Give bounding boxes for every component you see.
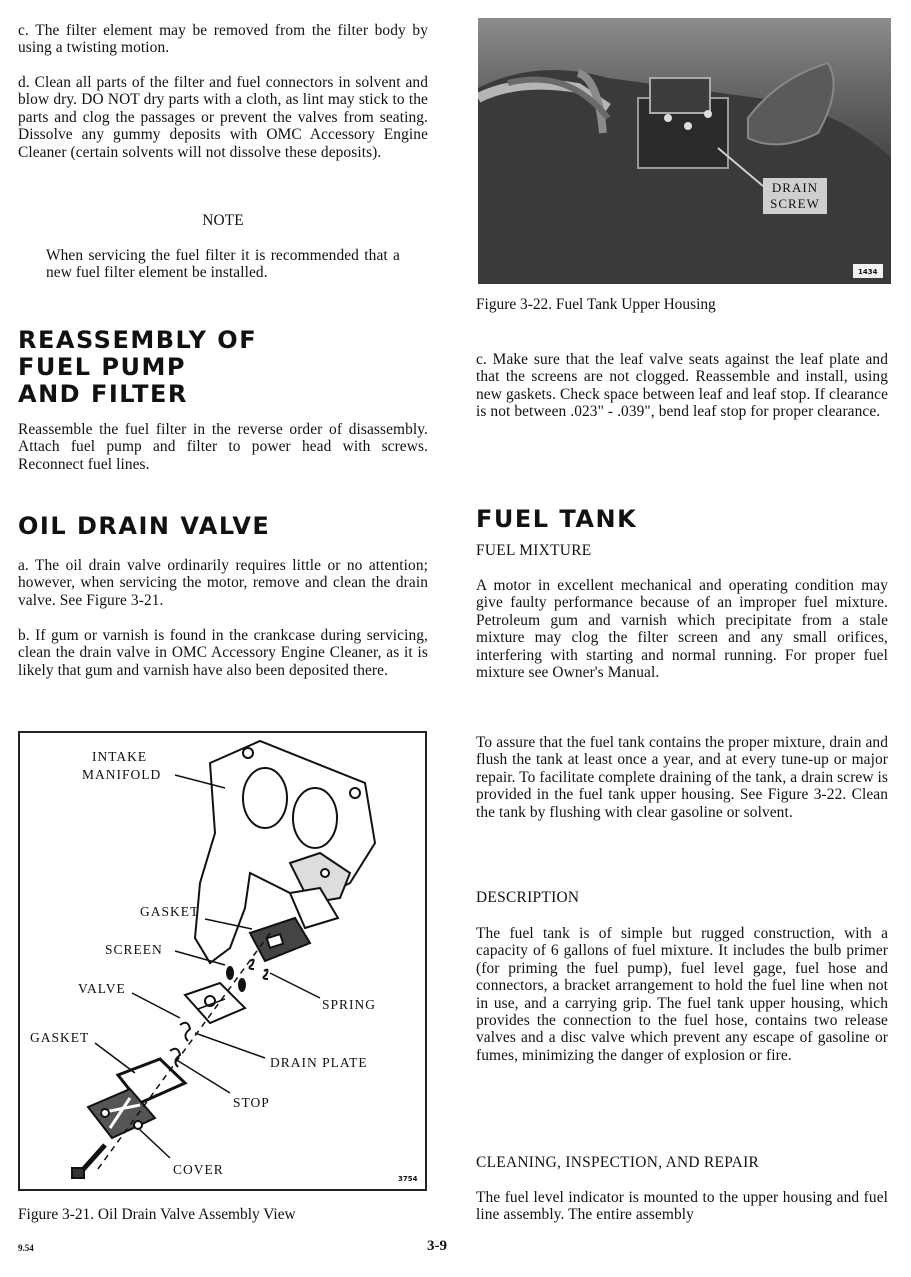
caption-figure-3-21: Figure 3-21. Oil Drain Valve Assembly View <box>18 1206 296 1223</box>
heading-oil-drain-valve: OIL DRAIN VALVE <box>18 512 271 540</box>
heading-reassembly-line3: AND FILTER <box>18 380 188 408</box>
figure-22-number: 1434 <box>858 268 878 276</box>
paragraph-fuel-level-indicator: The fuel level indicator is mounted to the upper housing and fuel line assembly. The entire assembly <box>476 1189 888 1224</box>
page-number: 3-9 <box>427 1238 447 1254</box>
subheading-fuel-mixture: FUEL MIXTURE <box>476 542 592 559</box>
note-title: NOTE <box>202 212 244 229</box>
label-manifold: MANIFOLD <box>82 767 162 782</box>
note-text: When servicing the fuel filter it is recommended that a new fuel filter element be installed. <box>46 247 400 282</box>
heading-reassembly-line2: FUEL PUMP <box>18 353 186 381</box>
heading-fuel-tank: FUEL TANK <box>476 505 638 533</box>
subheading-cleaning-inspection-repair: CLEANING, INSPECTION, AND REPAIR <box>476 1154 760 1171</box>
drain-label: DRAIN <box>771 180 819 195</box>
label-cover: COVER <box>173 1162 224 1177</box>
screw-label: SCREW <box>770 196 820 211</box>
cover-drawing <box>88 1089 155 1138</box>
label-spring: SPRING <box>322 997 377 1012</box>
paragraph-drain-flush: To assure that the fuel tank contains the proper mixture, drain and flush the tank at least once a year, and at every tune-up or major repair. To facilitate complete draining of the tank, a drain screw is provided in the fuel tank upper housing. See Figure 3-22. Clean the tank by flushing with clear gasoline or solvent. <box>476 734 888 821</box>
figure-oil-drain-valve-assembly <box>18 731 427 1191</box>
label-valve: VALVE <box>78 981 126 996</box>
label-stop: STOP <box>233 1095 270 1110</box>
drain-screw-label <box>763 178 827 214</box>
paragraph-filter-removal: c. The filter element may be removed from the filter body by using a twisting motion. <box>18 22 428 57</box>
figure-21-number: 3754 <box>398 1175 418 1183</box>
gasket-top-drawing <box>250 918 310 961</box>
label-screen: SCREEN <box>105 942 163 957</box>
label-gasket-top: GASKET <box>140 904 200 919</box>
paragraph-clean-parts: d. Clean all parts of the filter and fuel connectors in solvent and blow dry. DO NOT dry parts with a cloth, as lint may stick to the parts and clog the passages or prevent the valves from seating. Dissolve any gummy deposits with OMC Accessory Engine Cleaner (certain solvents will not dissolve these deposits). <box>18 74 428 161</box>
bolt-drawing <box>72 1145 105 1178</box>
exploded-assembly-drawing <box>20 733 425 1189</box>
caption-figure-3-22: Figure 3-22. Fuel Tank Upper Housing <box>476 296 716 313</box>
paragraph-oil-drain-a: a. The oil drain valve ordinarily requires little or no attention; however, when servicing the motor, remove and clean the drain valve. See Figure 3-21. <box>18 557 428 609</box>
fuel-tank-photo-drawing <box>478 18 891 284</box>
assembly-centerline <box>95 933 270 1173</box>
spring-drawing <box>249 960 268 979</box>
heading-reassembly-line1: REASSEMBLY OF <box>18 326 258 354</box>
label-intake: INTAKE <box>92 749 148 764</box>
paragraph-leaf-valve: c. Make sure that the leaf valve seats against the leaf plate and that the screens are not clogged. Reassemble and install, using new gaskets. Check space between leaf and leaf stop. If clearance is not between .023" - .039", bend leaf stop for proper clearance. <box>476 351 888 421</box>
paragraph-oil-drain-b: b. If gum or varnish is found in the crankcase during servicing, clean the drain valve in OMC Accessory Engine Cleaner, as it is likely that gum and varnish have also been deposited there. <box>18 627 428 679</box>
label-drain-plate: DRAIN PLATE <box>270 1055 368 1070</box>
footer-date-code: 9.54 <box>18 1243 34 1253</box>
label-gasket-bottom: GASKET <box>30 1030 90 1045</box>
valve-stop-drawing <box>170 1023 190 1067</box>
paragraph-reassembly: Reassemble the fuel filter in the reverse order of disassembly. Attach fuel pump and filter to power head with screws. Reconnect fuel lines. <box>18 421 428 473</box>
paragraph-description: The fuel tank is of simple but rugged construction, with a capacity of 6 gallons of fuel mixture. It includes the bulb primer (for priming the fuel pump), fuel level gage, fuel hose and connectors, a bracket arrangement to hold the fuel line when not in use, and a carrying grip. The fuel tank upper housing, which provides the connection to the fuel hose, contains two release valves and a disc valve which prevent any escape of gasoline or fumes, minimizing the danger of explosion or fire. <box>476 925 888 1064</box>
drain-plate-drawing <box>185 983 245 1023</box>
subheading-description: DESCRIPTION <box>476 889 580 906</box>
photo-fuel-tank-upper-housing <box>478 18 891 284</box>
paragraph-fuel-mixture: A motor in excellent mechanical and operating condition may give faulty performance because of an improper fuel mixture. Petroleum gum and varnish which precipitate from a stale mixture may clog the filter screen and any small orifices, interfering with starting and normal running. For proper fuel mixture see Owner's Manual. <box>476 577 888 682</box>
